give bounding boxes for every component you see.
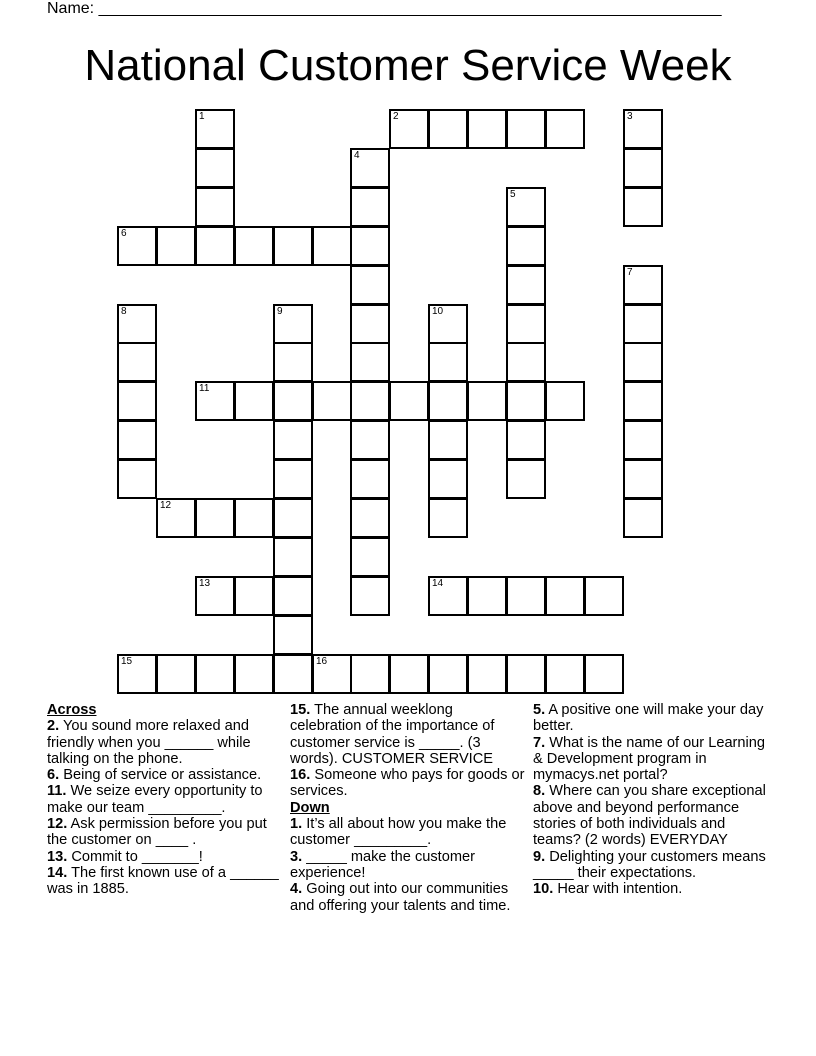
grid-cell[interactable]	[428, 498, 468, 538]
clue-number: 6	[121, 228, 127, 239]
clue-across-6: 6. Being of service or assistance.	[47, 767, 262, 784]
grid-cell[interactable]	[273, 226, 313, 266]
grid-cell[interactable]	[506, 342, 546, 382]
clue-number: 1	[199, 111, 205, 122]
grid-cell[interactable]	[156, 654, 196, 694]
grid-cell[interactable]	[623, 148, 663, 188]
clues-column-3	[533, 702, 769, 898]
grid-cell[interactable]	[234, 381, 274, 421]
grid-cell[interactable]	[467, 381, 507, 421]
grid-cell[interactable]	[195, 498, 235, 538]
grid-cell[interactable]	[117, 304, 157, 344]
grid-cell[interactable]	[428, 420, 468, 460]
grid-cell[interactable]	[350, 226, 390, 266]
grid-cell[interactable]	[545, 109, 585, 149]
grid-cell[interactable]	[273, 498, 313, 538]
grid-cell[interactable]	[234, 654, 274, 694]
clue-number: 14	[432, 578, 444, 589]
grid-cell[interactable]	[428, 654, 468, 694]
clue-across-14: 14. The first known use of a ______ was in 1885.	[47, 864, 279, 898]
across-heading: Across	[47, 702, 97, 718]
grid-cell[interactable]	[623, 265, 663, 305]
clue-number: 2	[393, 111, 399, 122]
grid-cell[interactable]	[117, 654, 157, 694]
grid-cell[interactable]	[428, 109, 468, 149]
grid-cell[interactable]	[623, 420, 663, 460]
grid-cell[interactable]	[428, 304, 468, 344]
grid-cell[interactable]	[428, 381, 468, 421]
grid-cell[interactable]	[389, 381, 429, 421]
grid-cell[interactable]	[273, 576, 313, 616]
grid-cell[interactable]	[273, 342, 313, 382]
clue-down-1: 1. It’s all about how you make the customer _________.	[290, 816, 507, 849]
clues-column-1	[47, 702, 279, 898]
grid-cell[interactable]	[273, 420, 313, 460]
clue-down-5: 5. A positive one will make your day better.	[533, 702, 764, 735]
clue-number: 10	[432, 306, 444, 317]
grid-cell[interactable]	[545, 654, 585, 694]
grid-cell[interactable]	[117, 459, 157, 499]
grid-cell[interactable]	[195, 576, 235, 616]
clue-down-9: 9. Delighting your customers means _____ their expectations.	[533, 848, 766, 881]
grid-cell[interactable]	[350, 537, 390, 577]
down-heading: Down	[290, 799, 330, 816]
grid-cell[interactable]	[312, 226, 352, 266]
grid-cell[interactable]	[623, 187, 663, 227]
clues-column-2	[290, 702, 526, 914]
grid-cell[interactable]	[623, 342, 663, 382]
grid-cell[interactable]	[623, 459, 663, 499]
clue-number: 4	[354, 150, 360, 161]
grid-cell[interactable]	[467, 576, 507, 616]
grid-cell[interactable]	[623, 109, 663, 149]
grid-cell[interactable]	[234, 498, 274, 538]
grid-cell[interactable]	[467, 654, 507, 694]
grid-cell[interactable]	[312, 381, 352, 421]
page-title: National Customer Service Week	[84, 41, 732, 90]
clue-number: 11	[199, 383, 210, 394]
grid-cell[interactable]	[273, 654, 313, 694]
clue-down-4: 4. Going out into our communities and offering your talents and time.	[290, 881, 511, 914]
grid-cell[interactable]	[545, 576, 585, 616]
clue-number: 5	[510, 189, 516, 200]
clue-across-15: 15. The annual weeklong celebration of the importance of customer service is _____. (3 words). CUSTOMER SERVICE	[290, 702, 495, 767]
grid-cell[interactable]	[156, 226, 196, 266]
grid-cell[interactable]	[428, 342, 468, 382]
grid-cell[interactable]	[350, 498, 390, 538]
grid-cell[interactable]	[234, 576, 274, 616]
grid-cell[interactable]	[195, 109, 235, 149]
clue-number: 7	[627, 267, 633, 278]
clue-number: 15	[121, 656, 133, 667]
grid-cell[interactable]	[273, 381, 313, 421]
grid-cell[interactable]	[506, 226, 546, 266]
grid-cell[interactable]	[584, 654, 624, 694]
grid-cell[interactable]	[584, 576, 624, 616]
grid-cell[interactable]	[117, 342, 157, 382]
clue-number: 3	[627, 111, 633, 122]
grid-cell[interactable]	[506, 576, 546, 616]
clue-down-8: 8. Where can you share exceptional above and beyond performance stories of both individuals and teams? (2 words) EVERYDAY	[533, 783, 766, 849]
clue-number: 9	[277, 306, 283, 317]
grid-cell[interactable]	[350, 265, 390, 305]
grid-cell[interactable]	[506, 381, 546, 421]
grid-cell[interactable]	[350, 381, 390, 421]
grid-cell[interactable]	[117, 226, 157, 266]
grid-cell[interactable]	[195, 381, 235, 421]
clue-across-2: 2. You sound more relaxed and friendly when you ______ while talking on the phone.	[47, 718, 251, 767]
grid-cell[interactable]	[117, 381, 157, 421]
grid-cell[interactable]	[117, 420, 157, 460]
clue-across-11: 11. We seize every opportunity to make our team _________.	[47, 783, 263, 816]
grid-cell[interactable]	[506, 420, 546, 460]
grid-cell[interactable]	[273, 615, 313, 655]
grid-cell[interactable]	[428, 576, 468, 616]
grid-cell[interactable]	[273, 537, 313, 577]
grid-cell[interactable]	[428, 459, 468, 499]
clue-number: 16	[316, 656, 328, 667]
clue-number: 8	[121, 306, 127, 317]
clue-down-3: 3. _____ make the customer experience!	[290, 848, 475, 881]
grid-cell[interactable]	[389, 654, 429, 694]
grid-cell[interactable]	[506, 265, 546, 305]
clue-down-7: 7. What is the name of our Learning & Development program in mymacys.net portal?	[533, 734, 766, 784]
grid-cell[interactable]	[156, 498, 196, 538]
name-field-label: Name: ______________________________________________________________________	[47, 0, 722, 17]
grid-cell[interactable]	[350, 187, 390, 227]
grid-cell[interactable]	[195, 187, 235, 227]
grid-cell[interactable]	[350, 459, 390, 499]
grid-cell[interactable]	[273, 459, 313, 499]
grid-cell[interactable]	[623, 381, 663, 421]
grid-cell[interactable]	[506, 304, 546, 344]
clue-number: 12	[160, 500, 172, 511]
grid-cell[interactable]	[350, 420, 390, 460]
grid-cell[interactable]	[467, 109, 507, 149]
grid-cell[interactable]	[195, 226, 235, 266]
grid-cell[interactable]	[506, 109, 546, 149]
grid-cell[interactable]	[389, 109, 429, 149]
clue-down-10: 10. Hear with intention.	[533, 881, 683, 898]
grid-cell[interactable]	[195, 654, 235, 694]
grid-cell[interactable]	[506, 187, 546, 227]
grid-cell[interactable]	[350, 654, 390, 694]
clue-across-13: 13. Commit to _______!	[47, 848, 203, 865]
clue-across-16: 16. Someone who pays for goods or services.	[290, 767, 525, 800]
grid-cell[interactable]	[273, 304, 313, 344]
clue-number: 13	[199, 578, 211, 589]
clue-across-12: 12. Ask permission before you put the customer on ____ .	[47, 816, 267, 849]
grid-cell[interactable]	[350, 576, 390, 616]
grid-cell[interactable]	[234, 226, 274, 266]
grid-cell[interactable]	[312, 654, 352, 694]
grid-cell[interactable]	[545, 381, 585, 421]
grid-cell[interactable]	[350, 304, 390, 344]
grid-cell[interactable]	[350, 342, 390, 382]
grid-cell[interactable]	[506, 654, 546, 694]
grid-cell[interactable]	[623, 304, 663, 344]
grid-cell[interactable]	[195, 148, 235, 188]
grid-cell[interactable]	[623, 498, 663, 538]
grid-cell[interactable]	[506, 459, 546, 499]
grid-cell[interactable]	[350, 148, 390, 188]
